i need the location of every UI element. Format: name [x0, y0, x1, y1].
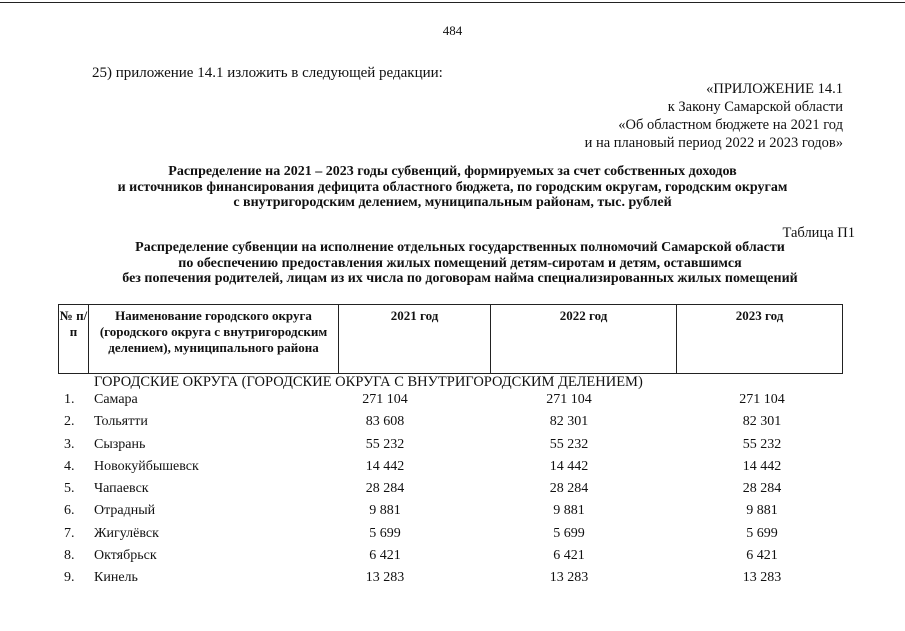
amendment-intro: 25) приложение 14.1 изложить в следующей редакции: [92, 65, 443, 81]
table-row [0, 501, 905, 523]
row-name: Новокуйбышевск [94, 458, 199, 474]
table-row [0, 546, 905, 568]
appendix-header [585, 80, 843, 152]
table-row [0, 412, 905, 434]
value-2022: 82 301 [549, 414, 589, 430]
row-name: Самара [94, 392, 138, 407]
value-2022: 5 699 [553, 525, 585, 541]
table-row [0, 390, 905, 412]
value-2023: 82 301 [742, 414, 782, 430]
value-2021: 6 421 [369, 548, 401, 564]
value-2021: 13 283 [365, 570, 405, 586]
section-heading: ГОРОДСКИЕ ОКРУГА (ГОРОДСКИЕ ОКРУГА С ВНУТРИГОРОДСКИМ ДЕЛЕНИЕМ) [94, 374, 643, 390]
row-name: Октябрьск [94, 548, 157, 564]
value-2022: 9 881 [553, 503, 585, 519]
appendix-line: и на плановый период 2022 и 2023 годов» [584, 135, 843, 151]
document-title [0, 164, 905, 211]
table-title [0, 240, 905, 287]
value-2021: 5 699 [369, 525, 401, 541]
subtitle-line: Распределение субвенции на исполнение отдельных государственных полномочий Самарской области [135, 240, 785, 255]
value-2023: 14 442 [742, 458, 782, 474]
value-2022: 55 232 [549, 436, 589, 452]
header-2022: 2022 год [491, 305, 677, 373]
value-2022: 271 104 [546, 392, 592, 407]
row-name: Тольятти [94, 414, 148, 430]
row-number: 9. [64, 570, 75, 586]
header-2021: 2021 год [339, 305, 491, 373]
value-2023: 13 283 [742, 570, 782, 586]
row-number: 4. [64, 458, 75, 474]
table-header [58, 304, 843, 374]
value-2022: 13 283 [549, 570, 589, 586]
scan-top-line [0, 2, 905, 3]
row-number: 7. [64, 525, 75, 541]
value-2023: 9 881 [746, 503, 778, 519]
value-2021: 28 284 [365, 481, 405, 497]
page-number: 484 [442, 23, 463, 38]
title-line: Распределение на 2021 – 2023 годы субвенций, формируемых за счет собственных доходов [168, 164, 737, 179]
row-number: 5. [64, 481, 75, 497]
value-2023: 5 699 [746, 525, 778, 541]
value-2023: 271 104 [739, 392, 785, 407]
subtitle-line: без попечения родителей, лицам из их числа по договорам найма специализированных жилых помещений [122, 271, 798, 286]
title-line: и источников финансирования дефицита областного бюджета, по городским округам, городским округам [117, 179, 788, 195]
value-2021: 55 232 [365, 436, 405, 452]
row-number: 3. [64, 436, 75, 452]
table-body [0, 390, 905, 591]
table-row [0, 435, 905, 457]
row-number: 2. [64, 414, 75, 430]
row-name: Отрадный [94, 503, 156, 519]
appendix-line: «Об областном бюджете на 2021 год [618, 117, 843, 133]
appendix-line: к Закону Самарской области [667, 99, 843, 115]
value-2022: 14 442 [549, 458, 589, 474]
title-line: с внутригородским делением, муниципальным районам, тыс. рублей [233, 195, 672, 210]
value-2022: 28 284 [549, 481, 589, 497]
row-name: Чапаевск [94, 481, 149, 497]
value-2023: 55 232 [742, 436, 782, 452]
row-name: Сызрань [94, 436, 146, 452]
value-2022: 6 421 [553, 548, 585, 564]
row-name: Жигулёвск [94, 525, 159, 541]
value-2021: 271 104 [362, 392, 408, 407]
table-row [0, 524, 905, 546]
table-label: Таблица П1 [782, 225, 855, 241]
appendix-line: «ПРИЛОЖЕНИЕ 14.1 [706, 81, 843, 97]
table-row [0, 479, 905, 501]
value-2021: 83 608 [365, 414, 405, 430]
table-row [0, 457, 905, 479]
header-name: Наименование городского округа (городского округа с внутригородским делением), муниципального района [89, 305, 339, 373]
value-2021: 14 442 [365, 458, 405, 474]
value-2023: 6 421 [746, 548, 778, 564]
header-2023: 2023 год [735, 308, 784, 323]
row-number: 8. [64, 548, 75, 564]
table-row [0, 568, 905, 590]
row-name: Кинель [94, 570, 138, 586]
row-number: 1. [64, 392, 75, 407]
value-2021: 9 881 [369, 503, 401, 519]
subtitle-line: по обеспечению предоставления жилых помещений детям-сиротам и детям, оставшимся [178, 255, 742, 271]
value-2023: 28 284 [742, 481, 782, 497]
header-num: № п/п [59, 305, 89, 373]
row-number: 6. [64, 503, 75, 519]
